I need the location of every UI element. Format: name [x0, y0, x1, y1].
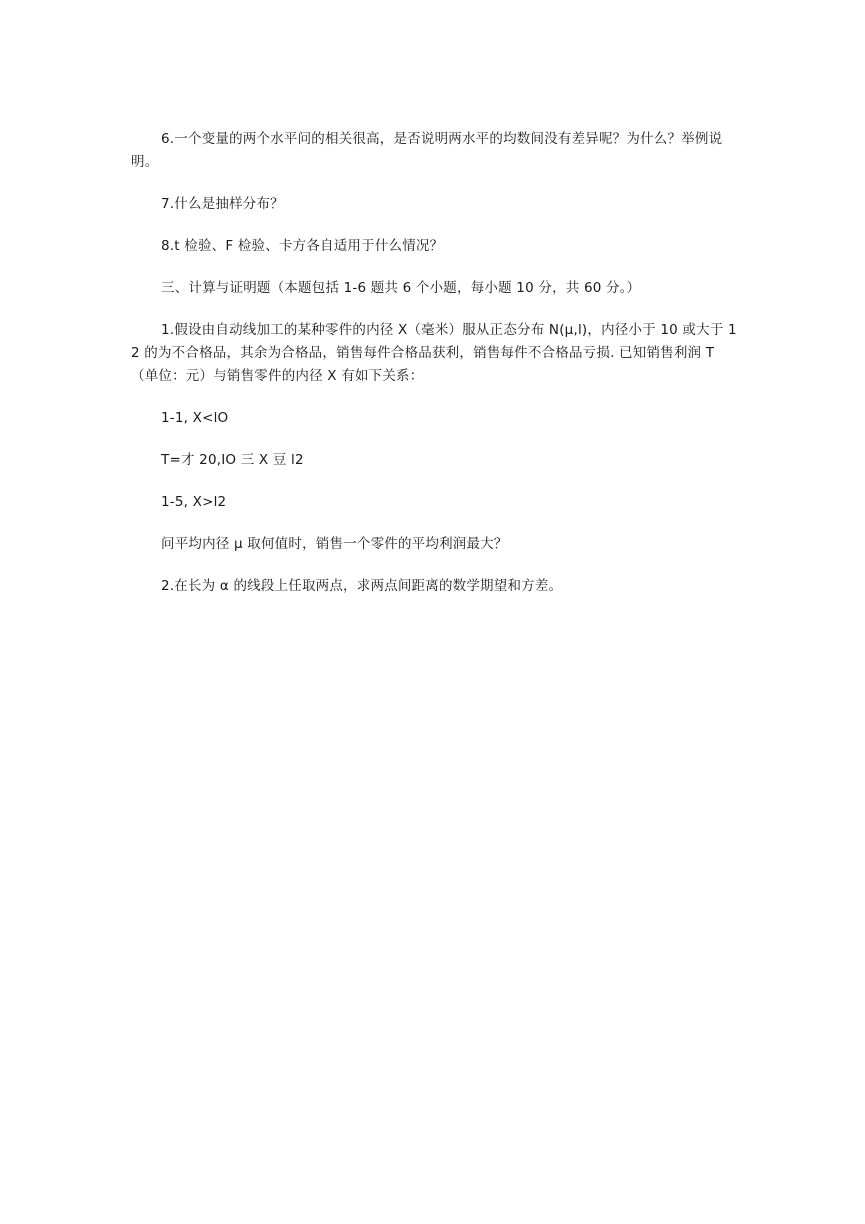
document-body: [131, 128, 737, 598]
formula-line-3: 1-5, X>l2: [161, 494, 227, 510]
formula-line-1: 1-1, X<lO: [161, 410, 229, 426]
calc-question-1: 1.假设由自动线加工的某种零件的内径 X（毫米）服从正态分布 N(μ,l)，内径小于 10 或大于 12 的为不合格品，其余为合格品，销售每件合格品获利，销售每件不合格品亏损. 已知销售利润 T（单位：元）与销售零件的内径 X 有如下关系：: [131, 322, 737, 384]
formula-line-2: T=才 20,IO 三 X 豆 l2: [161, 452, 304, 468]
question-8: 8.t 检验、F 检验、卡方各自适用于什么情况？: [161, 238, 444, 254]
calc-question-1-ask: 问平均内径 μ 取何值时，销售一个零件的平均利润最大？: [161, 536, 508, 552]
question-7: 7.什么是抽样分布？: [161, 196, 284, 212]
section-3-heading: 三、计算与证明题（本题包括 1-6 题共 6 个小题，每小题 10 分，共 60 分。）: [161, 280, 641, 296]
calc-question-2: 2.在长为 α 的线段上任取两点，求两点间距离的数学期望和方差。: [161, 578, 563, 594]
question-6: 6.一个变量的两个水平问的相关很高，是否说明两水平的均数间没有差异呢？为什么？举例说明。: [131, 131, 723, 170]
